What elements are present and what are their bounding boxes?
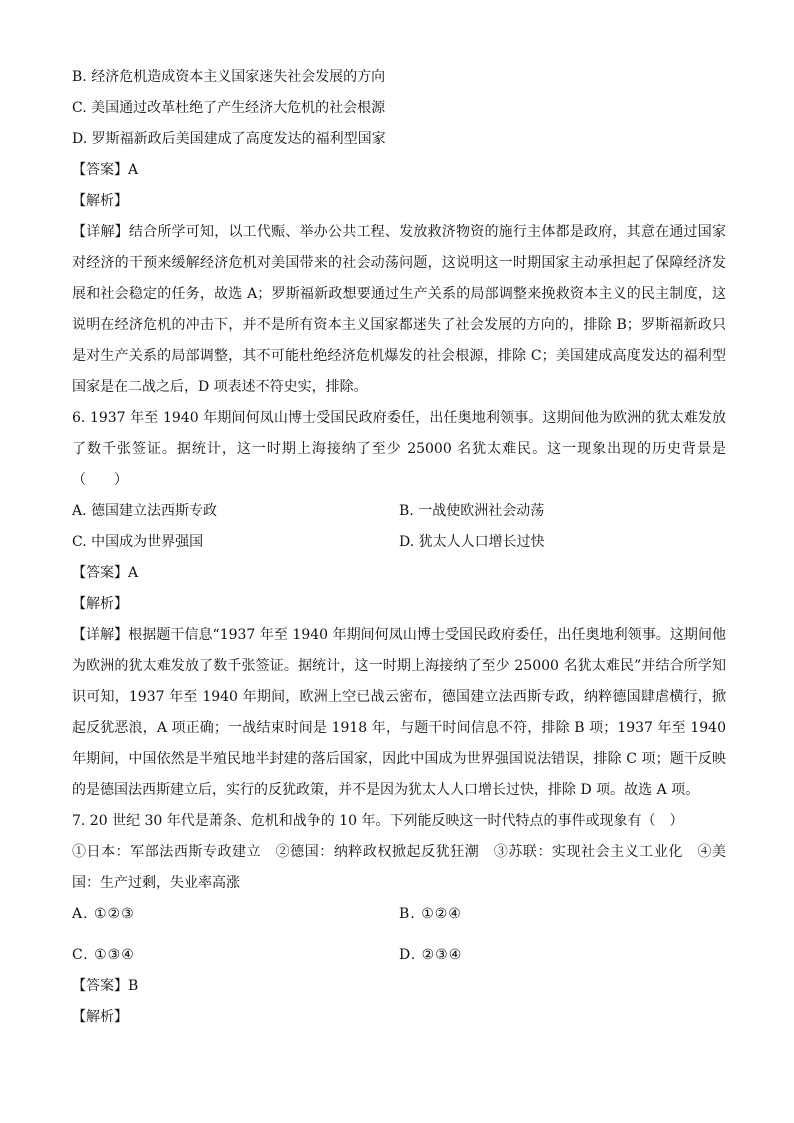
q7-option-c: C. ①③④ [72, 947, 135, 963]
q6-options-row-2 [72, 527, 726, 558]
q7-option-d: D. ②③④ [399, 947, 463, 963]
q6-answer: 【答案】A [72, 565, 139, 581]
q5-analysis-heading: 【解析】 [72, 193, 128, 209]
q6-option-a: A. 德国建立法西斯专政 [72, 503, 218, 519]
q7-options-row-2 [72, 940, 726, 971]
q6-analysis-heading: 【解析】 [72, 596, 128, 612]
q7-answer: 【答案】B [72, 978, 139, 994]
q6-stem: 6. 1937 年至 1940 年期间何凤山博士受国民政府委任，出任奥地利领事。这期间他为欧洲的犹太难发放了数千张签证。据统计，这一时期上海接纳了至少 25000 名犹太难民。这一现象出现的历史背景是（ ） [72, 410, 726, 488]
spacer [72, 930, 726, 940]
q7-options-row-1 [72, 899, 726, 930]
q7-option-b: B. ①②④ [399, 906, 462, 922]
q6-option-b: B. 一战使欧洲社会动荡 [399, 503, 545, 519]
q5-option-d: D. 罗斯福新政后美国建成了高度发达的福利型国家 [72, 131, 386, 147]
q5-detail: 【详解】结合所学可知，以工代赈、举办公共工程、发放救济物资的施行主体都是政府，其意在通过国家对经济的干预来缓解经济危机对美国带来的社会动荡问题，这说明这一时期国家主动承担起了保障经济发展和社会稳定的任务，故选 A；罗斯福新政想要通过生产关系的局部调整来挽救资本主义的民主制度，这说明在经济危机的冲击下，并不是所有资本主义国家都迷失了社会发展的方向的，排除 B；罗斯福新政只是对生产关系的局部调整，其不可能杜绝经济危机爆发的社会根源，排除 C；美国建成高度发达的福利型国家是在二战之后，D 项表述不符史实，排除。 [72, 224, 726, 395]
q5-option-b: B. 经济危机造成资本主义国家迷失社会发展的方向 [72, 69, 386, 85]
q6-option-c: C. 中国成为世界强国 [72, 534, 204, 550]
q6-option-d: D. 犹太人人口增长过快 [399, 534, 545, 550]
q7-analysis-heading: 【解析】 [72, 1009, 128, 1025]
q7-option-a: A. ①②③ [72, 906, 135, 922]
q7-stem: 7. 20 世纪 30 年代是萧条、危机和战争的 10 年。下列能反映这一时代特点的事件或现象有（ ） [72, 813, 684, 829]
document-page [72, 62, 726, 1033]
q6-detail: 【详解】根据题干信息“1937 年至 1940 年期间何凤山博士受国民政府委任，出任奥地利领事。这期间他为欧洲的犹太难发放了数千张签证。据统计，这一时期上海接纳了至少 25000 名犹太难民”并结合所学知识可知，1937 年至 1940 年期间，欧洲上空已战云密布，德国建立法西斯专政，纳粹德国肆虐横行，掀起反犹恶浪，A 项正确；一战结束时间是 1918 年，与题干时间信息不符，排除 B 项；1937 年至 1940 年期间，中国依然是半殖民地半封建的落后国家，因此中国成为世界强国说法错误，排除 C 项；题干反映的是德国法西斯建立后，实行的反犹政策，并不是因为犹太人人口增长过快，排除 D 项。故选 A 项。 [72, 627, 726, 798]
q6-options-row-1 [72, 496, 726, 527]
q5-option-c: C. 美国通过改革杜绝了产生经济大危机的社会根源 [72, 100, 386, 116]
q5-answer: 【答案】A [72, 162, 139, 178]
q7-items: ①日本：军部法西斯专政建立 ②德国：纳粹政权掀起反犹狂潮 ③苏联：实现社会主义工业化 ④美国：生产过剩，失业率高涨 [72, 844, 726, 891]
